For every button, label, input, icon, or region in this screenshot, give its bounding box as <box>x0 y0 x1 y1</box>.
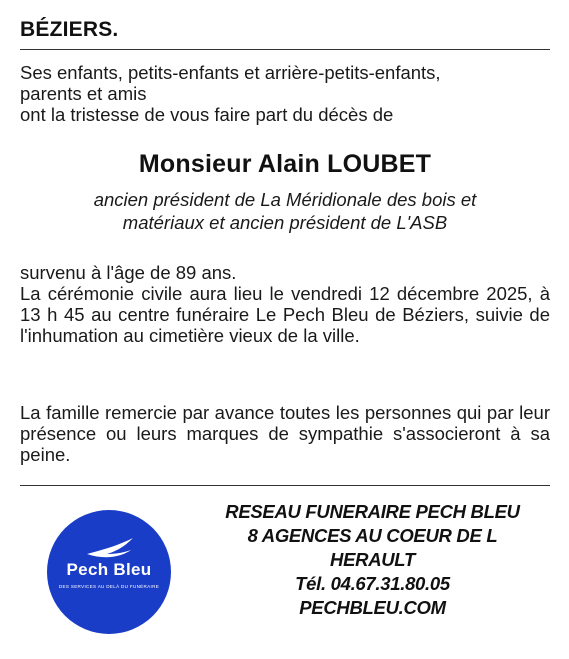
bottom-divider <box>20 485 550 486</box>
agency-phone: Tél. 04.67.31.80.05 <box>295 573 450 594</box>
top-divider <box>20 49 550 50</box>
agency-website: PECHBLEU.COM <box>299 597 446 618</box>
agency-line: RESEAU FUNERAIRE PECH BLEU <box>225 501 520 522</box>
agency-contact <box>200 500 545 620</box>
agency-line: 8 AGENCES AU COEUR DE L <box>247 525 498 546</box>
family-thanks: La famille remercie par avance toutes les personnes qui par leur présence ou leurs marques de sympathie s'associeront à sa peine. <box>20 402 550 465</box>
deceased-name: Monsieur Alain LOUBET <box>138 150 432 178</box>
ceremony-details <box>20 262 550 346</box>
agency-line: HERAULT <box>330 549 415 570</box>
logo-name: Pech Bleu <box>66 560 152 579</box>
title-line: ancien président de La Méridionale des bois et <box>93 189 477 210</box>
intro-line: parents et amis <box>20 83 147 104</box>
logo-tagline: DES SERVICES AU DELÀ DU FUNÉRAIRE <box>58 584 160 589</box>
intro-line: Ses enfants, petits-enfants et arrière-petits-enfants, <box>20 62 441 83</box>
announcement-intro <box>20 62 550 125</box>
title-line: matériaux et ancien président de L'ASB <box>122 212 448 233</box>
ceremony-text: La cérémonie civile aura lieu le vendredi 12 décembre 2025, à 13 h 45 au centre funéraire Le Pech Bleu de Béziers, suivie de l'inhumation au cimetière vieux de la ville. <box>20 283 550 346</box>
city-heading: BÉZIERS. <box>20 18 119 41</box>
intro-line: ont la tristesse de vous faire part du décès de <box>20 104 394 125</box>
pech-bleu-logo <box>47 510 171 634</box>
deceased-titles <box>20 188 550 234</box>
age-line: survenu à l'âge de 89 ans. <box>20 262 237 283</box>
